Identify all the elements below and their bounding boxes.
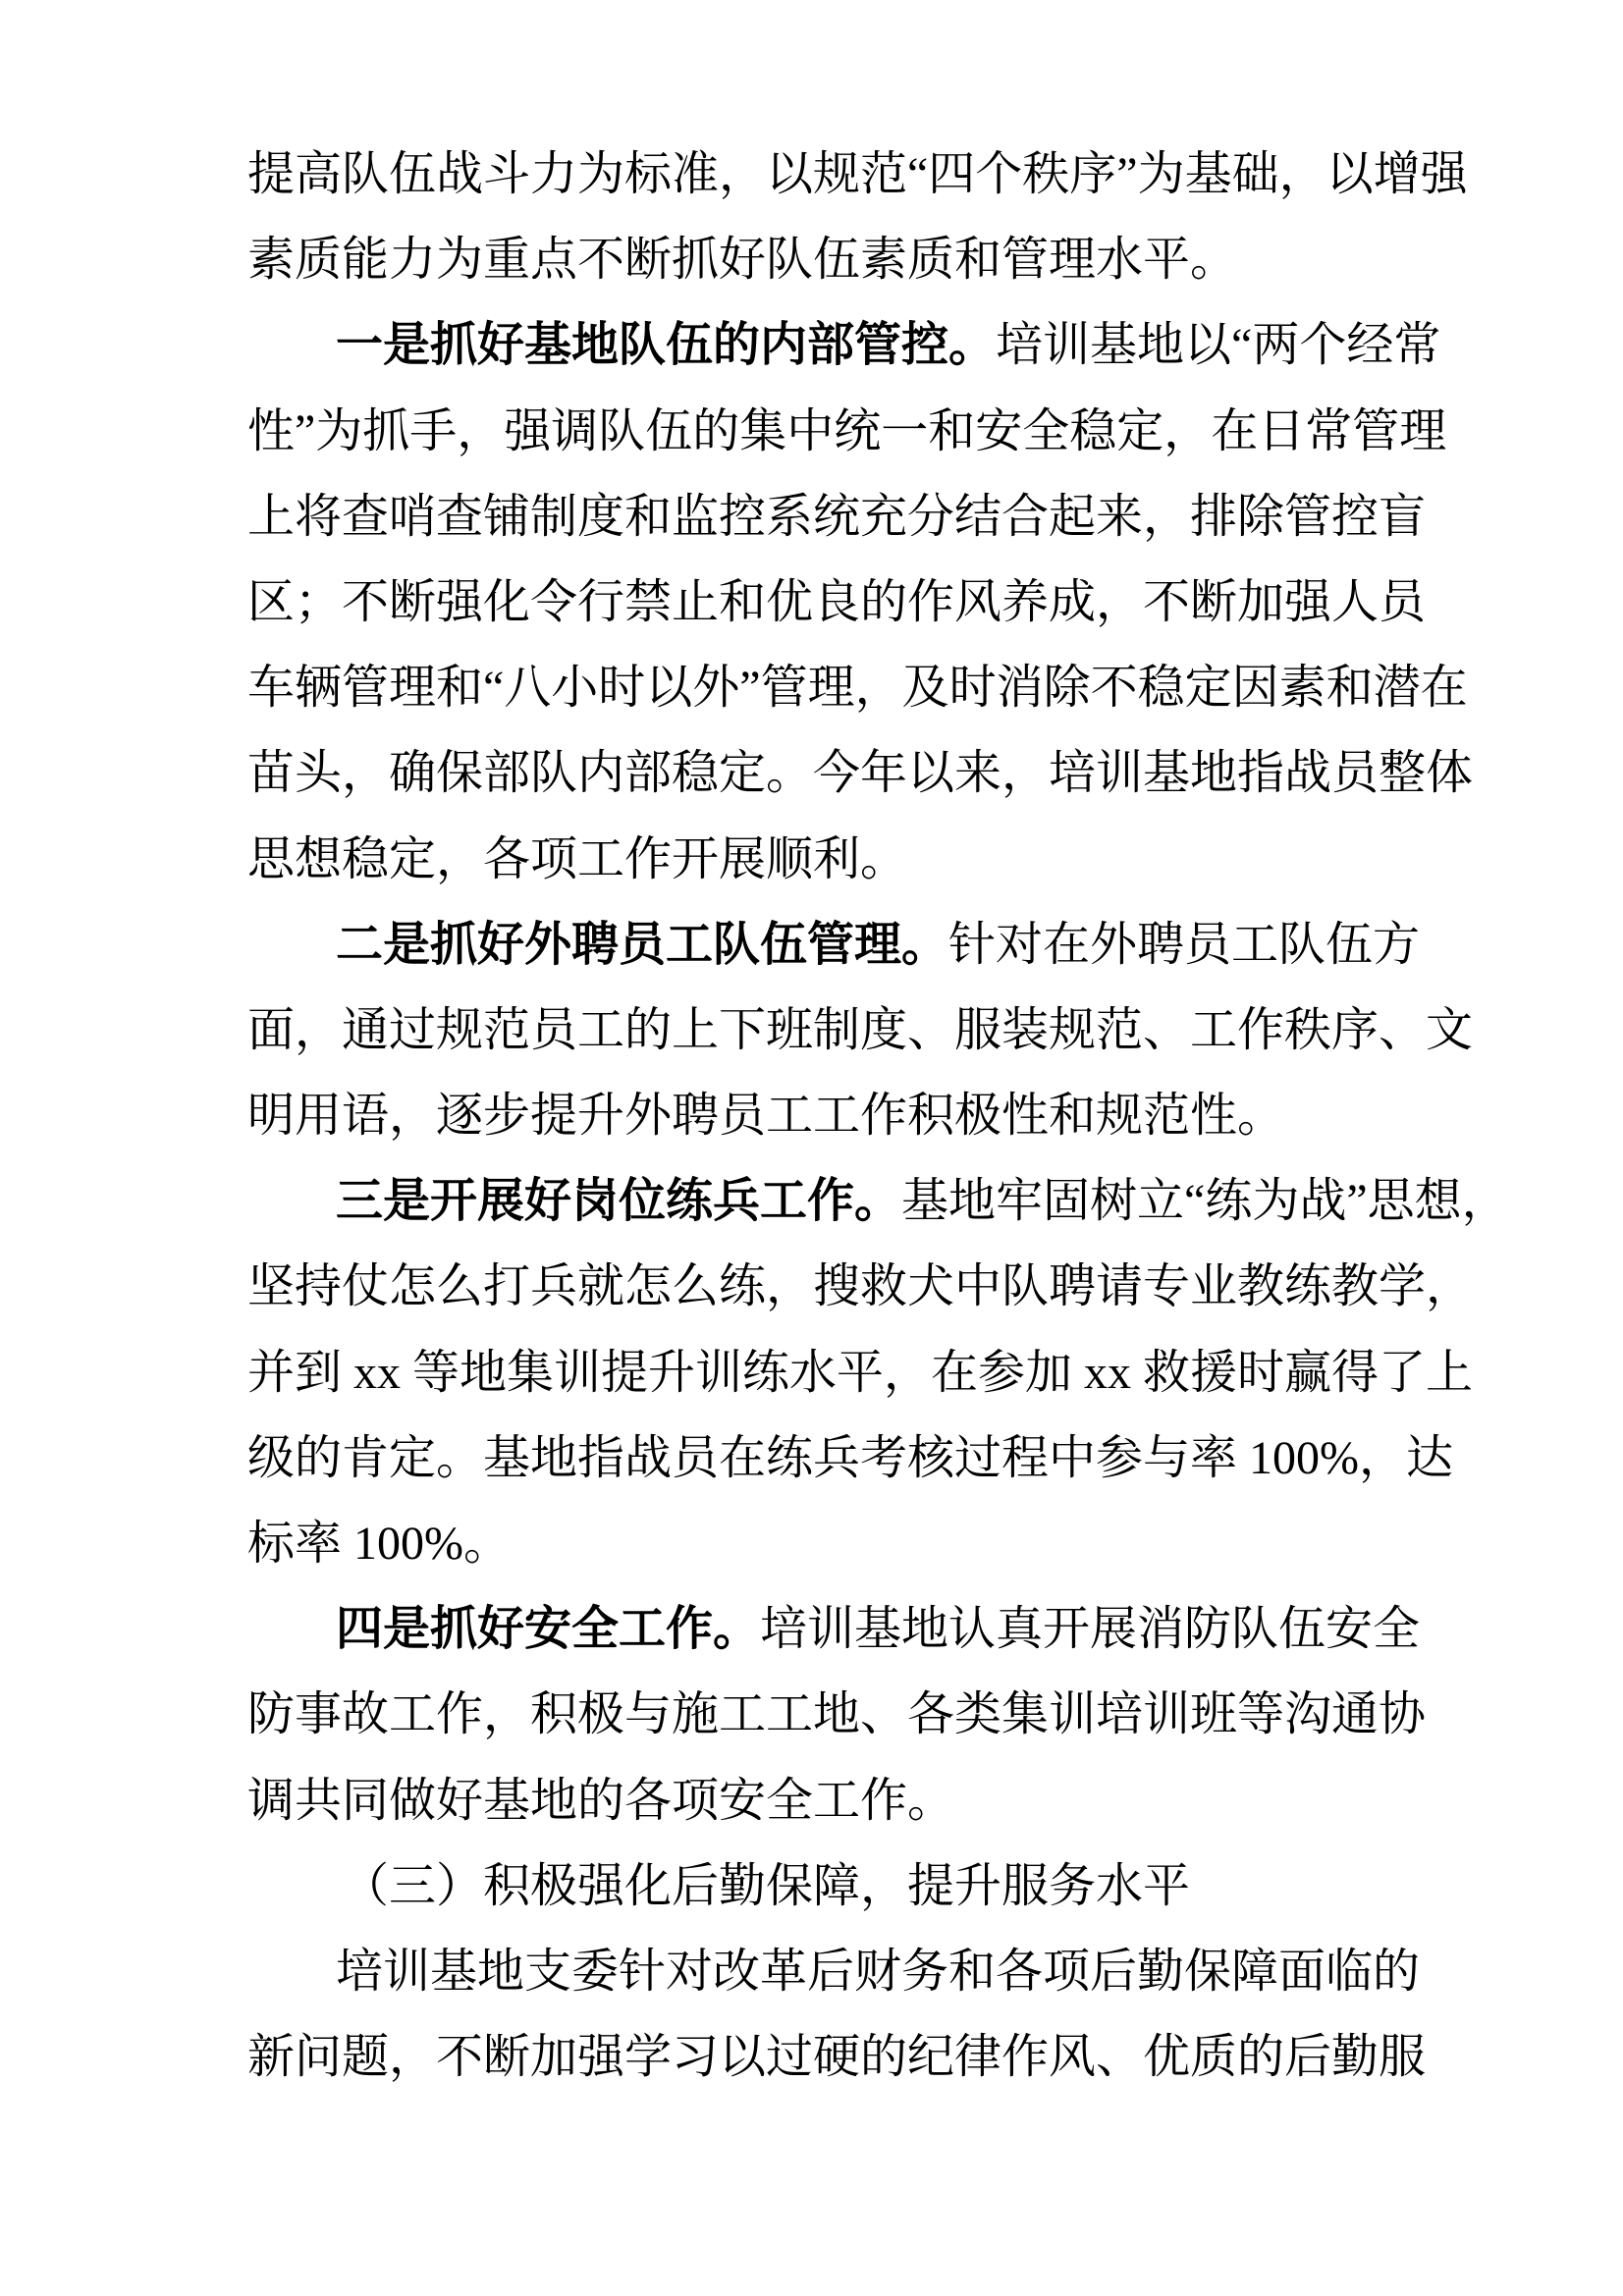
paragraph-lead: 二是抓好外聘员工队伍管理。 [336, 918, 949, 971]
text-line: 上将查哨查铺制度和监控系统充分结合起来，排除管控盲 [247, 490, 1427, 543]
text-line: 明用语，逐步提升外聘员工工作积极性和规范性。 [247, 1090, 1285, 1143]
section-heading: （三）积极强化后勤保障，提升服务水平 [342, 1859, 1191, 1912]
text-line: 思想稳定，各项工作开展顺利。 [247, 832, 908, 885]
text-line: 面，通过规范员工的上下班制度、服装规范、工作秩序、文 [247, 1003, 1474, 1056]
text-line: 提高队伍战斗力为标准，以规范“四个秩序”为基础，以增强 [247, 148, 1468, 200]
paragraph-lead: 四是抓好安全工作。 [336, 1603, 761, 1656]
text-line: 培训基地以“两个经常 [996, 319, 1441, 372]
text-line: 培训基地认真开展消防队伍安全 [760, 1603, 1421, 1656]
text-line: 苗头，确保部队内部稳定。今年以来，培训基地指战员整体 [247, 747, 1474, 800]
text-line: 并到 xx 等地集训提升训练水平，在参加 xx 救援时赢得了上 [247, 1346, 1474, 1399]
text-line: 针对在外聘员工队伍方 [948, 918, 1421, 971]
text-line: 素质能力为重点不断抓好队伍素质和管理水平。 [247, 234, 1238, 287]
paragraph-lead: 一是抓好基地队伍的内部管控。 [336, 319, 997, 372]
text-line: 新问题，不断加强学习以过硬的纪律作风、优质的后勤服 [247, 2031, 1427, 2084]
text-line: 标率 100%。 [247, 1518, 511, 1570]
text-line: 性”为抓手，强调队伍的集中统一和安全稳定，在日常管理 [247, 404, 1447, 457]
text-line: 级的肯定。基地指战员在练兵考核过程中参与率 100%，达 [247, 1431, 1453, 1484]
document-page [247, 132, 1509, 2100]
text-line: 调共同做好基地的各项安全工作。 [247, 1774, 955, 1827]
paragraph-lead: 三是开展好岗位练兵工作。 [336, 1175, 902, 1228]
paragraph-first-line [247, 302, 1441, 388]
text-line: 坚持仗怎么打兵就怎么练，搜救犬中队聘请专业教练教学， [247, 1260, 1474, 1313]
text-line: 车辆管理和“八小时以外”管理，及时消除不稳定因素和潜在 [247, 662, 1468, 715]
paragraph-first-line [247, 902, 1421, 988]
text-line: 基地牢固树立“练为战”思想， [901, 1175, 1509, 1228]
paragraph-first-line [247, 1586, 1421, 1672]
text-line: 培训基地支委针对改革后财务和各项后勤保障面临的 [336, 1945, 1421, 1998]
paragraph-first-line [247, 1158, 1509, 1244]
text-line: 防事故工作，积极与施工工地、各类集训培训班等沟通协 [247, 1688, 1427, 1741]
text-line: 区；不断强化令行禁止和优良的作风养成，不断加强人员 [247, 575, 1427, 628]
